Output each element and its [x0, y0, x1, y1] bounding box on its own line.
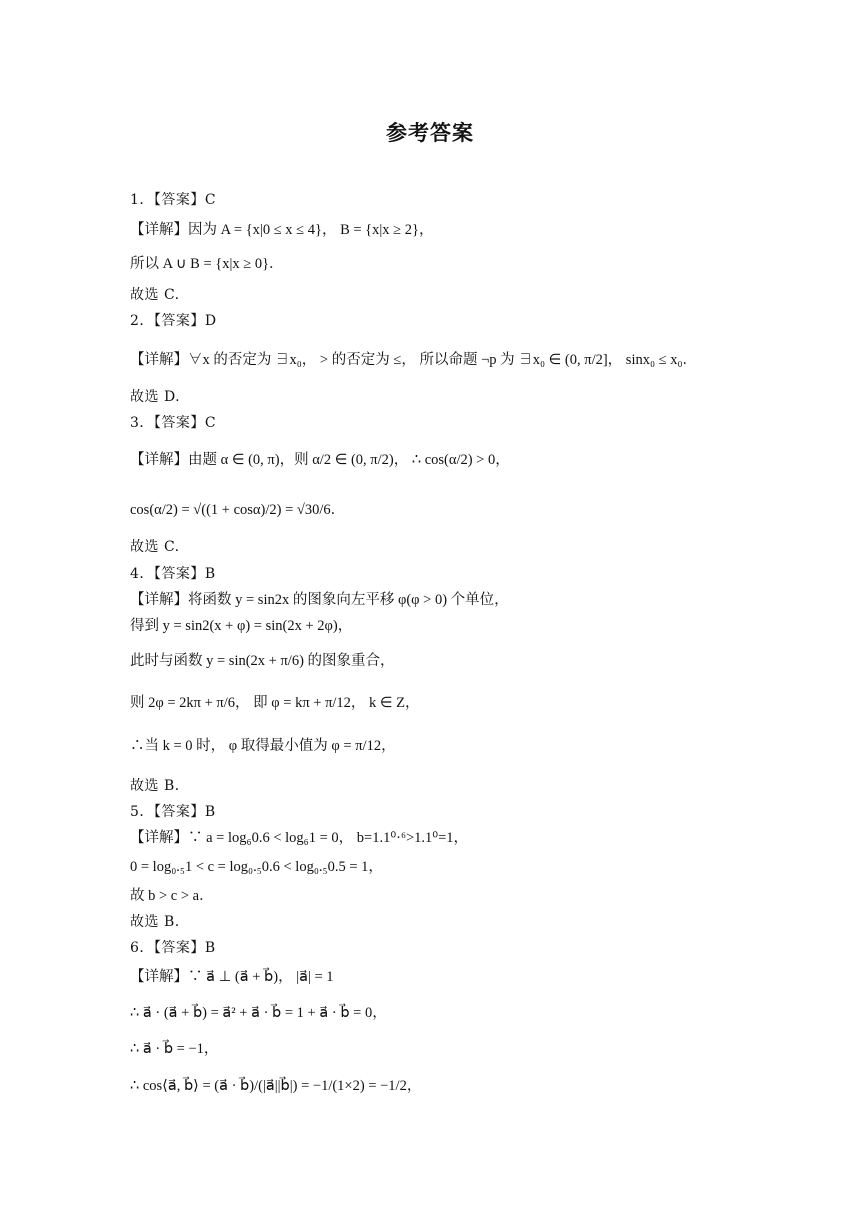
answer-5-order: 故 b > c > a． — [130, 888, 214, 904]
answer-1-detail: 【详解】因为 A = {x|0 ≤ x ≤ 4}， B = {x|x ≥ 2}， — [130, 222, 434, 238]
answer-6-cos: ∴ cos⟨a⃗, b⃗⟩ = (a⃗ · b⃗)/(|a⃗||b⃗|) = −1/(1×2) = −1/2， — [130, 1078, 422, 1094]
answer-6-detail: 【详解】∵ a⃗ ⊥ (a⃗ + b⃗)， |a⃗| = 1 — [130, 969, 334, 985]
answer-6-dot: ∴ a⃗ · (a⃗ + b⃗) = a⃗² + a⃗ · b⃗ = 1 + a⃗ · b⃗ = 0， — [130, 1005, 387, 1021]
answer-1-union: 所以 A ∪ B = {x|x ≥ 0}． — [130, 256, 284, 272]
answer-3-choice: 故选 C. — [130, 539, 180, 555]
answer-4-heading: 4．【答案】B — [130, 566, 216, 582]
answer-4-minimum: ∴当 k = 0 时， φ 取得最小值为 φ = π/12， — [130, 738, 396, 754]
answer-5-heading: 5．【答案】B — [130, 804, 216, 820]
answer-2-heading: 2．【答案】D — [130, 313, 217, 329]
answer-6-product: ∴ a⃗ · b⃗ = −1， — [130, 1041, 219, 1057]
page-title: 参考答案 — [386, 121, 474, 145]
answer-4-detail: 【详解】将函数 y = sin2x 的图象向左平移 φ(φ > 0) 个单位， — [130, 592, 509, 608]
answer-5-choice: 故选 B. — [130, 914, 180, 930]
answer-2-choice: 故选 D. — [130, 389, 181, 405]
answer-2-detail: 【详解】∀x 的否定为 ∃x₀， > 的否定为 ≤， 所以命题 ¬p 为 ∃x₀ ∈ (0, π/2]， sinx₀ ≤ x₀． — [130, 352, 698, 368]
answer-3-heading: 3．【答案】C — [130, 415, 217, 431]
answer-3-detail: 【详解】由题 α ∈ (0, π)，则 α/2 ∈ (0, π/2)， ∴ cos(α/2) > 0， — [130, 452, 510, 468]
answer-1-choice: 故选 C. — [130, 287, 180, 303]
answer-4-coincide: 此时与函数 y = sin(2x + π/6) 的图象重合， — [130, 653, 395, 669]
answer-6-heading: 6．【答案】B — [130, 940, 216, 956]
answer-4-shift: 得到 y = sin2(x + φ) = sin(2x + 2φ)， — [130, 618, 353, 634]
answer-1-heading: 1．【答案】C — [130, 192, 217, 208]
answer-4-choice: 故选 B． — [130, 778, 190, 794]
answer-5-detail: 【详解】∵ a = log₆0.6 < log₆1 = 0， b=1.1⁰·⁶>1.1⁰=1， — [130, 830, 469, 846]
answer-4-solve: 则 2φ = 2kπ + π/6， 即 φ = kπ + π/12， k ∈ Z， — [130, 695, 420, 711]
answer-3-formula: cos(α/2) = √((1 + cosα)/2) = √30/6． — [130, 502, 346, 518]
answer-5-log: 0 = log₀.₅1 < c = log₀.₅0.6 < log₀.₅0.5 = 1， — [130, 859, 383, 875]
